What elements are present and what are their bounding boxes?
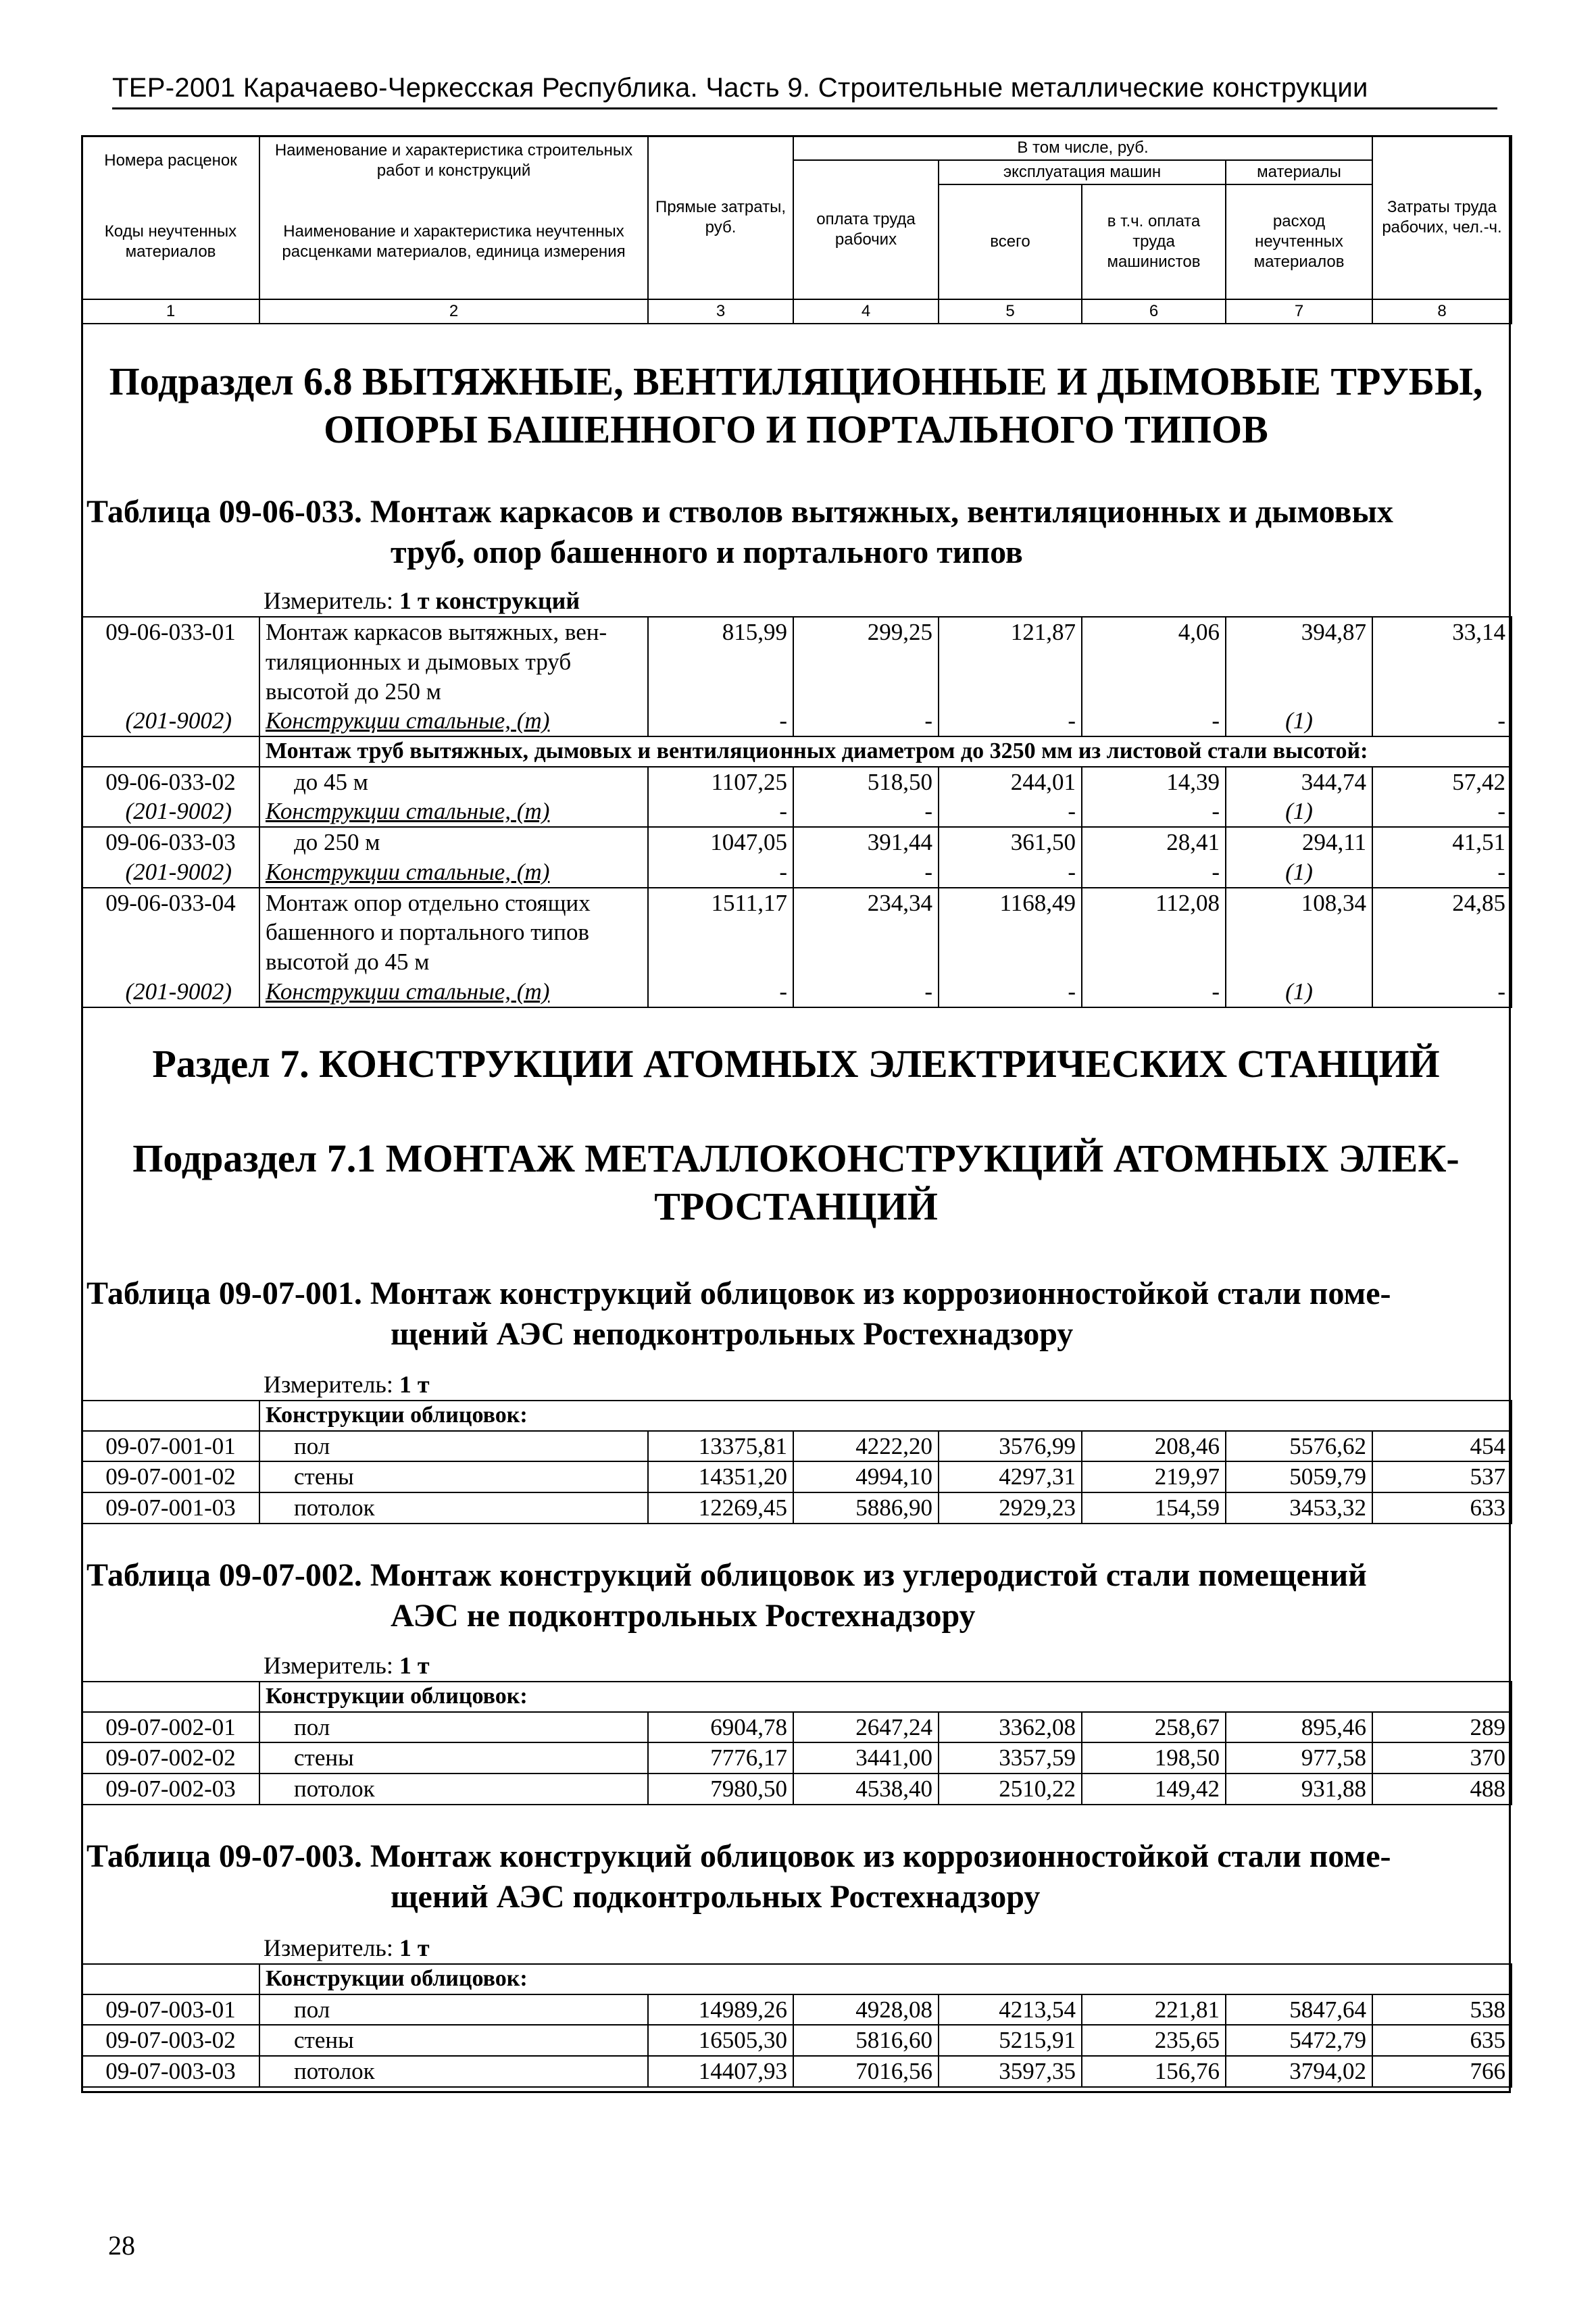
machines-total: 1168,49 (939, 888, 1082, 977)
wages: 5816,60 (793, 2025, 939, 2056)
wages: - (793, 977, 939, 1007)
material-row (82, 797, 1512, 827)
column-header-table (81, 135, 1512, 324)
material-code: (201-9002) (82, 797, 259, 827)
header-wages: оплата труда рабочих (793, 160, 939, 299)
machines-total: - (939, 857, 1082, 888)
machines-total: 3576,99 (939, 1431, 1082, 1462)
machines-total: 121,87 (939, 617, 1082, 706)
meter-value: 1 т (399, 1371, 430, 1398)
material-code: (201-9002) (82, 857, 259, 888)
table-title (86, 492, 1505, 573)
labor-costs: 633 (1372, 1492, 1512, 1524)
rate-code: 09-06-033-01 (82, 617, 259, 706)
wages: 234,34 (793, 888, 939, 977)
materials: 3453,32 (1226, 1492, 1372, 1524)
meter-label: Измеритель: (264, 1934, 393, 1961)
rate-name (259, 888, 648, 977)
table-row (82, 767, 1512, 797)
header-rate-number: Номера расценок (82, 136, 259, 184)
header-work-name: Наименование и характеристика строительных работ и конструкций (259, 136, 648, 184)
machinist-wages: - (1082, 977, 1226, 1007)
machines-total: 2929,23 (939, 1492, 1082, 1524)
rate-name: пол (259, 1431, 648, 1462)
machinist-wages: - (1082, 857, 1226, 888)
running-header: ТЕР-2001 Карачаево-Черкесская Республика. Часть 9. Строительные металлические конструкции (112, 73, 1497, 109)
labor-costs: - (1372, 706, 1512, 736)
subsection-heading-line: Подраздел 7.1 МОНТАЖ МЕТАЛЛОКОНСТРУКЦИЙ АТОМНЫХ ЭЛЕК- (132, 1136, 1460, 1180)
table-row (82, 617, 1512, 706)
direct-costs: 14351,20 (648, 1461, 793, 1492)
machines-total: 361,50 (939, 827, 1082, 857)
machinist-wages: 156,76 (1082, 2056, 1226, 2087)
table-title-line: Таблица 09-07-002. Монтаж конструкций облицовок из углеродистой стали помещений (86, 1557, 1367, 1593)
direct-costs: - (648, 797, 793, 827)
header-machines: эксплуатация машин (939, 160, 1226, 184)
machinist-wages: 112,08 (1082, 888, 1226, 977)
header-col-number: 5 (939, 299, 1082, 324)
header-material-codes: Коды неучтенных материалов (82, 184, 259, 299)
direct-costs: 14407,93 (648, 2056, 793, 2087)
meter-label: Измеритель: (264, 1371, 393, 1398)
direct-costs: 815,99 (648, 617, 793, 706)
labor-costs: - (1372, 857, 1512, 888)
materials: 108,34 (1226, 888, 1372, 977)
table-09-07-003 (81, 1963, 1512, 2088)
direct-costs: 16505,30 (648, 2025, 793, 2056)
header-machinist-wages: в т.ч. оплата труда машинистов (1082, 184, 1226, 299)
labor-costs: 538 (1372, 1994, 1512, 2026)
labor-costs: 537 (1372, 1461, 1512, 1492)
table-title-line: Таблица 09-07-001. Монтаж конструкций облицовок из коррозионностойкой стали поме- (86, 1276, 1391, 1311)
header-col-number: 7 (1226, 299, 1372, 324)
meter-value: 1 т конструкций (399, 587, 580, 614)
materials: 394,87 (1226, 617, 1372, 706)
rate-name-line: Монтаж каркасов вытяжных, вен- (266, 619, 607, 645)
table-row (82, 1461, 1512, 1492)
materials: (1) (1226, 857, 1372, 888)
machines-total: - (939, 977, 1082, 1007)
machines-total: 3362,08 (939, 1712, 1082, 1743)
machines-total: 3597,35 (939, 2056, 1082, 2087)
materials: 5059,79 (1226, 1461, 1372, 1492)
meter-value: 1 т (399, 1652, 430, 1679)
rate-name: до 250 м (259, 827, 648, 857)
meter-label: Измеритель: (264, 1652, 393, 1679)
rate-name: потолок (259, 1492, 648, 1524)
direct-costs: 1047,05 (648, 827, 793, 857)
machinist-wages: 4,06 (1082, 617, 1226, 706)
machinist-wages: 219,97 (1082, 1461, 1226, 1492)
direct-costs: 12269,45 (648, 1492, 793, 1524)
header-in-that: В том числе, руб. (793, 136, 1372, 160)
material-name: Конструкции стальные, (т) (259, 706, 648, 736)
span-heading: Конструкции облицовок: (259, 1964, 1512, 1994)
wages: 518,50 (793, 767, 939, 797)
rate-name: до 45 м (259, 767, 648, 797)
materials: 5576,62 (1226, 1431, 1372, 1462)
materials: (1) (1226, 977, 1372, 1007)
header-col-number: 1 (82, 299, 259, 324)
machines-total: 244,01 (939, 767, 1082, 797)
meter-label: Измеритель: (264, 587, 393, 614)
table-row (82, 2025, 1512, 2056)
rate-code: 09-07-003-02 (82, 2025, 259, 2056)
table-row (82, 1742, 1512, 1774)
span-heading: Конструкции облицовок: (259, 1401, 1512, 1431)
table-row (82, 1994, 1512, 2026)
rate-name: стены (259, 1461, 648, 1492)
wages: 7016,56 (793, 2056, 939, 2087)
table-row (82, 827, 1512, 857)
labor-costs: 488 (1372, 1774, 1512, 1805)
machines-total: - (939, 797, 1082, 827)
header-col-number: 2 (259, 299, 648, 324)
materials: 3794,02 (1226, 2056, 1372, 2087)
materials: 5472,79 (1226, 2025, 1372, 2056)
rate-code: 09-07-002-03 (82, 1774, 259, 1805)
header-material-consumption: расход неучтенных материалов (1226, 184, 1372, 299)
machines-total: 3357,59 (939, 1742, 1082, 1774)
wages: 391,44 (793, 827, 939, 857)
machines-total: - (939, 706, 1082, 736)
direct-costs: 1511,17 (648, 888, 793, 977)
table-meter (264, 1934, 430, 1962)
wages: 4994,10 (793, 1461, 939, 1492)
table-title-line: труб, опор башенного и портального типов (391, 534, 1023, 570)
rate-code: 09-06-033-02 (82, 767, 259, 797)
rate-name: пол (259, 1712, 648, 1743)
machinist-wages: 154,59 (1082, 1492, 1226, 1524)
materials: (1) (1226, 706, 1372, 736)
rate-name-line: тиляционных и дымовых труб (266, 648, 572, 675)
material-name: Конструкции стальные, (т) (259, 857, 648, 888)
table-09-07-002 (81, 1681, 1512, 1805)
wages: - (793, 797, 939, 827)
span-heading: Монтаж труб вытяжных, дымовых и вентиляционных диаметром до 3250 мм из листовой стали высотой: (259, 736, 1512, 767)
header-col-number: 4 (793, 299, 939, 324)
machines-total: 4213,54 (939, 1994, 1082, 2026)
table-title-line: щений АЭС неподконтрольных Ростехнадзору (391, 1316, 1074, 1352)
rate-name: потолок (259, 1774, 648, 1805)
material-code: (201-9002) (82, 706, 259, 736)
wages: 5886,90 (793, 1492, 939, 1524)
machinist-wages: 258,67 (1082, 1712, 1226, 1743)
rate-name: стены (259, 1742, 648, 1774)
materials: 294,11 (1226, 827, 1372, 857)
header-machines-total: всего (939, 184, 1082, 299)
table-title-line: Таблица 09-07-003. Монтаж конструкций облицовок из коррозионностойкой стали поме- (86, 1838, 1391, 1874)
machinist-wages: - (1082, 797, 1226, 827)
header-labor-costs: Затраты труда рабочих, чел.-ч. (1372, 136, 1512, 299)
material-name: Конструкции стальные, (т) (259, 797, 648, 827)
materials: 977,58 (1226, 1742, 1372, 1774)
machinist-wages: 149,42 (1082, 1774, 1226, 1805)
direct-costs: 7980,50 (648, 1774, 793, 1805)
machines-total: 4297,31 (939, 1461, 1082, 1492)
rate-name-line: высотой до 45 м (266, 949, 430, 975)
span-row (82, 1964, 1512, 1994)
direct-costs: 6904,78 (648, 1712, 793, 1743)
table-title-line: Таблица 09-06-033. Монтаж каркасов и стволов вытяжных, вентиляционных и дымовых (86, 494, 1393, 530)
rate-code: 09-07-002-01 (82, 1712, 259, 1743)
materials: 931,88 (1226, 1774, 1372, 1805)
labor-costs: 24,85 (1372, 888, 1512, 977)
wages: 3441,00 (793, 1742, 939, 1774)
machinist-wages: 221,81 (1082, 1994, 1226, 2026)
wages: 2647,24 (793, 1712, 939, 1743)
meter-value: 1 т (399, 1934, 430, 1961)
rate-name: потолок (259, 2056, 648, 2087)
direct-costs: 7776,17 (648, 1742, 793, 1774)
section-heading: Раздел 7. КОНСТРУКЦИИ АТОМНЫХ ЭЛЕКТРИЧЕСКИХ СТАНЦИЙ (152, 1042, 1440, 1086)
header-material-names: Наименование и характеристика неучтенных расценками материалов, единица измерения (259, 184, 648, 299)
wages: 4222,20 (793, 1431, 939, 1462)
direct-costs: - (648, 977, 793, 1007)
span-row (82, 1682, 1512, 1712)
machinist-wages: 14,39 (1082, 767, 1226, 797)
labor-costs: 57,42 (1372, 767, 1512, 797)
table-title-line: щений АЭС подконтрольных Ростехнадзору (391, 1879, 1041, 1915)
table-title (86, 1555, 1505, 1636)
table-row (82, 1492, 1512, 1524)
materials: 5847,64 (1226, 1994, 1372, 2026)
rate-name: пол (259, 1994, 648, 2026)
rate-name: стены (259, 2025, 648, 2056)
rate-code: 09-07-001-03 (82, 1492, 259, 1524)
header-col-number: 3 (648, 299, 793, 324)
material-row (82, 857, 1512, 888)
labor-costs: - (1372, 977, 1512, 1007)
rate-code: 09-07-003-03 (82, 2056, 259, 2087)
rate-code: 09-06-033-03 (82, 827, 259, 857)
rate-name-line: высотой до 250 м (266, 678, 441, 705)
table-row (82, 1431, 1512, 1462)
rate-name-line: башенного и портального типов (266, 919, 590, 946)
machinist-wages: - (1082, 706, 1226, 736)
labor-costs: 33,14 (1372, 617, 1512, 706)
table-row (82, 2056, 1512, 2087)
rate-code: 09-07-001-02 (82, 1461, 259, 1492)
direct-costs: 14989,26 (648, 1994, 793, 2026)
span-row (82, 736, 1512, 767)
rate-code: 09-07-002-02 (82, 1742, 259, 1774)
table-title (86, 1836, 1505, 1917)
wages: 299,25 (793, 617, 939, 706)
direct-costs: - (648, 857, 793, 888)
rate-name (259, 617, 648, 706)
wages: 4538,40 (793, 1774, 939, 1805)
span-heading: Конструкции облицовок: (259, 1682, 1512, 1712)
direct-costs: - (648, 706, 793, 736)
labor-costs: - (1372, 797, 1512, 827)
labor-costs: 41,51 (1372, 827, 1512, 857)
table-row (82, 1712, 1512, 1743)
labor-costs: 370 (1372, 1742, 1512, 1774)
table-row (82, 888, 1512, 977)
header-direct-costs: Прямые затраты, руб. (648, 136, 793, 299)
labor-costs: 454 (1372, 1431, 1512, 1462)
materials: 344,74 (1226, 767, 1372, 797)
labor-costs: 289 (1372, 1712, 1512, 1743)
material-code: (201-9002) (82, 977, 259, 1007)
wages: 4928,08 (793, 1994, 939, 2026)
table-title (86, 1274, 1505, 1355)
table-09-07-001 (81, 1400, 1512, 1524)
material-row (82, 706, 1512, 736)
table-09-06-033 (81, 616, 1512, 1008)
material-row (82, 977, 1512, 1007)
subsection-heading: Подраздел 6.8 ВЫТЯЖНЫЕ, ВЕНТИЛЯЦИОННЫЕ И ДЫМОВЫЕ ТРУБЫ, ОПОРЫ БАШЕННОГО И ПОРТАЛЬНОГО ТИПОВ (109, 359, 1483, 451)
materials: 895,46 (1226, 1712, 1372, 1743)
rate-name-line: Монтаж опор отдельно стоящих (266, 889, 591, 916)
machinist-wages: 208,46 (1082, 1431, 1226, 1462)
rate-code: 09-07-001-01 (82, 1431, 259, 1462)
machines-total: 5215,91 (939, 2025, 1082, 2056)
header-materials: материалы (1226, 160, 1372, 184)
wages: - (793, 706, 939, 736)
direct-costs: 13375,81 (648, 1431, 793, 1462)
subsection-heading (81, 1135, 1511, 1231)
table-meter (264, 1651, 430, 1680)
header-col-number: 8 (1372, 299, 1512, 324)
machinist-wages: 198,50 (1082, 1742, 1226, 1774)
subsection-heading-line: ТРОСТАНЦИЙ (654, 1184, 938, 1228)
header-col-number: 6 (1082, 299, 1226, 324)
table-row (82, 1774, 1512, 1805)
material-name: Конструкции стальные, (т) (259, 977, 648, 1007)
direct-costs: 1107,25 (648, 767, 793, 797)
labor-costs: 766 (1372, 2056, 1512, 2087)
machinist-wages: 235,65 (1082, 2025, 1226, 2056)
machinist-wages: 28,41 (1082, 827, 1226, 857)
rate-code: 09-07-003-01 (82, 1994, 259, 2026)
span-row (82, 1401, 1512, 1431)
table-title-line: АЭС не подконтрольных Ростехнадзору (391, 1598, 976, 1634)
machines-total: 2510,22 (939, 1774, 1082, 1805)
rate-code: 09-06-033-04 (82, 888, 259, 977)
table-meter (264, 1370, 430, 1399)
page-number: 28 (108, 2230, 135, 2261)
wages: - (793, 857, 939, 888)
labor-costs: 635 (1372, 2025, 1512, 2056)
materials: (1) (1226, 797, 1372, 827)
table-meter (264, 586, 580, 615)
